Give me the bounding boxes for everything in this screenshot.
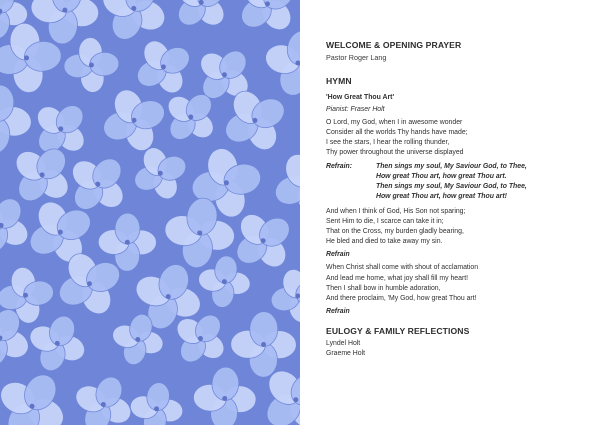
verse-line: Sent Him to die, I scarce can take it in; [326,218,444,226]
eulogy-heading: EULOGY & FAMILY REFLECTIONS [326,325,470,336]
refrain-lines [376,162,527,202]
refrain-line: Then sings my soul, My Saviour God, to Thee, [376,162,527,170]
verse-line: When Christ shall come with shout of acclamation [326,264,479,272]
verse-line: That on the Cross, my burden gladly bearing, [326,228,464,236]
verse-line: Then I shall bow in humble adoration, [326,284,441,292]
hymn-verse-1 [326,118,581,158]
hymn-title: 'How Great Thou Art' [326,94,395,101]
eulogy-speakers [326,339,581,359]
verse-line: And when I think of God, His Son not sparing; [326,207,466,215]
refrain-label: Refrain: [326,162,353,170]
verse-line: He bled and died to take away my sin. [326,238,443,246]
verse-line: Thy power throughout the universe displayed [326,149,464,157]
welcome-speaker: Pastor Roger Lang [326,53,387,62]
verse-line: And there proclaim, 'My God, how great Thou art! [326,294,477,302]
hymn-verse-2 [326,207,581,247]
verse-line: Consider all the worlds Thy hands have made; [326,129,468,137]
refrain-line: How great Thou art, how great Thou art. [376,172,507,180]
refrain-line: Then sings my soul, My Saviour God, to Thee, [376,182,527,190]
verse-line: I see the stars, I hear the rolling thunder, [326,139,450,147]
verse-line: And lead me home, what joy shall fill my heart! [326,274,469,282]
eulogy-speaker: Graeme Holt [326,349,366,357]
hymn-heading: HYMN [326,76,352,86]
hymn-pianist: Pianist: Fraser Holt [326,106,385,114]
eulogy-speaker: Lyndel Holt [326,339,361,347]
refrain-marker: Refrain [326,307,350,315]
welcome-heading: WELCOME & OPENING PRAYER [326,40,462,50]
refrain-line: How great Thou art, how great Thou art! [376,192,507,200]
hymn-verse-3 [326,263,581,303]
refrain-marker: Refrain [326,251,350,259]
verse-line: O Lord, my God, when I in awesome wonder [326,119,463,127]
hymn-refrain [326,162,581,202]
order-of-service-page [326,40,581,359]
